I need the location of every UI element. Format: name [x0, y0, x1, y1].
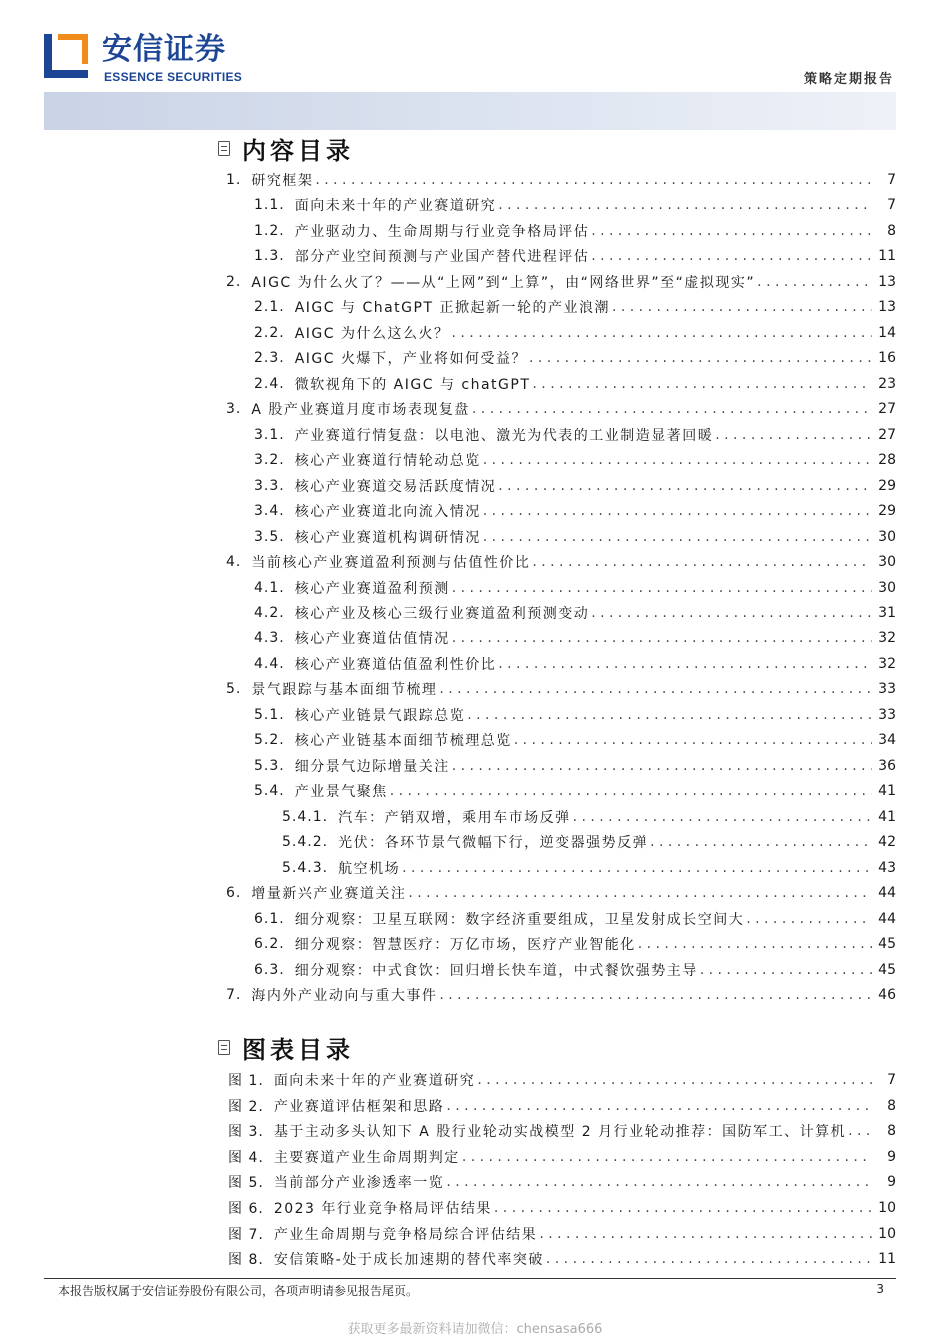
toc-entry[interactable]	[282, 806, 896, 828]
dot-leader	[390, 783, 872, 799]
toc-entry-number: 4.1.	[254, 579, 285, 596]
toc-entry-page: 8	[887, 222, 896, 239]
toc-entry-number: 5.1.	[254, 706, 285, 723]
toc-entry[interactable]	[282, 857, 896, 879]
figure-entry[interactable]	[228, 1146, 896, 1168]
toc-entry-title: 细分观察：智慧医疗：万亿市场，医疗产业智能化	[294, 937, 636, 954]
toc-entry-page: 23	[878, 375, 896, 392]
dot-leader	[472, 401, 872, 417]
figure-entry-number: 图 4.	[228, 1149, 264, 1166]
figure-entry-title: 基于主动多头认知下 A 股行业轮动实战模型 2 月行业轮动推荐：国防军工、计算机	[273, 1124, 847, 1141]
toc-entry-page: 14	[878, 324, 896, 341]
figure-entry[interactable]	[228, 1223, 896, 1245]
toc-entry-number: 3.1.	[254, 426, 285, 443]
toc-entry-title: 海内外产业动向与重大事件	[251, 988, 438, 1005]
toc-entry-title: 光伏：各环节景气微幅下行，逆变器强势反弹	[338, 835, 649, 852]
figures-heading	[218, 1032, 354, 1062]
dot-leader	[408, 885, 872, 901]
toc-entry-number: 7.	[226, 987, 242, 1004]
toc-entry-number: 2.1.	[254, 299, 285, 316]
toc-entry-title: 核心产业赛道北向流入情况	[294, 504, 481, 521]
toc-entry[interactable]	[226, 398, 896, 420]
figure-entry-title: 产业赛道评估框架和思路	[273, 1098, 445, 1115]
toc-entry-number: 4.2.	[254, 604, 285, 621]
toc-entry-number: 3.3.	[254, 477, 285, 494]
page-number: 3	[876, 1282, 884, 1296]
toc-entry-page: 16	[878, 350, 896, 367]
toc-entry-page: 41	[878, 808, 896, 825]
figure-entry-number: 图 8.	[228, 1252, 264, 1269]
toc-entry-page: 11	[878, 248, 896, 265]
toc-entry[interactable]	[254, 475, 896, 497]
toc-entry-title: 核心产业赛道估值情况	[294, 631, 450, 648]
toc-entry-title: AIGC 为什么这么火？	[294, 325, 450, 342]
toc-entry-title: 增量新兴产业赛道关注	[251, 886, 407, 903]
toc-entry-title: 核心产业赛道行情轮动总览	[294, 453, 481, 470]
toc-entry-title: AIGC 与 ChatGPT 正掀起新一轮的产业浪潮	[294, 300, 610, 317]
toc-entry-page: 44	[878, 910, 896, 927]
toc-entry[interactable]	[254, 500, 896, 522]
toc-entry-number: 4.3.	[254, 630, 285, 647]
toc-entry-page: 13	[878, 299, 896, 316]
figure-entry-page: 8	[887, 1123, 896, 1140]
dot-leader	[462, 1149, 872, 1165]
figure-entry-number: 图 3.	[228, 1124, 264, 1141]
figure-entry-title: 当前部分产业渗透率一览	[273, 1175, 445, 1192]
toc-entry[interactable]	[226, 169, 896, 191]
toc-entry-title: 产业驱动力、生命周期与行业竞争格局评估	[294, 223, 590, 240]
toc-entry[interactable]	[254, 780, 896, 802]
toc-entry[interactable]	[254, 245, 896, 267]
toc-entry-number: 4.	[226, 554, 242, 571]
toc-entry-number: 3.2.	[254, 452, 285, 469]
dot-leader	[591, 605, 872, 621]
toc-entry[interactable]	[254, 194, 896, 216]
toc-entry-number: 5.2.	[254, 732, 285, 749]
figure-entry-page: 8	[887, 1097, 896, 1114]
figure-entry-number: 图 7.	[228, 1226, 264, 1243]
dot-leader	[532, 554, 872, 570]
figure-entry-page: 9	[887, 1148, 896, 1165]
toc-entry[interactable]	[254, 933, 896, 955]
brand-name-en: ESSENCE SECURITIES	[104, 70, 243, 84]
toc-entry[interactable]	[254, 373, 896, 395]
dot-leader	[439, 987, 872, 1003]
figure-entry[interactable]	[228, 1069, 896, 1091]
toc-entry-page: 30	[878, 528, 896, 545]
toc-entry-page: 30	[878, 554, 896, 571]
toc-entry-page: 36	[878, 757, 896, 774]
toc-entry-number: 2.2.	[254, 324, 285, 341]
dot-leader	[467, 707, 872, 723]
dot-leader	[539, 1226, 872, 1242]
dot-leader	[439, 681, 872, 697]
toc-entry[interactable]	[254, 653, 896, 675]
toc-entry[interactable]	[226, 271, 896, 293]
dot-leader	[452, 580, 872, 596]
toc-entry-page: 27	[878, 401, 896, 418]
toc-entry-title: 核心产业赛道交易活跃度情况	[294, 478, 497, 495]
dot-leader	[452, 758, 872, 774]
toc-entry[interactable]	[226, 882, 896, 904]
toc-entry-page: 30	[878, 579, 896, 596]
toc-entry-page: 28	[878, 452, 896, 469]
header-band	[44, 92, 896, 130]
toc-entry-title: 细分景气边际增量关注	[294, 758, 450, 775]
toc-entry-page: 45	[878, 936, 896, 953]
toc-entry-title: 研究框架	[251, 173, 314, 189]
brand-logo	[40, 30, 243, 88]
dot-leader	[757, 274, 872, 290]
toc-entry[interactable]	[254, 602, 896, 624]
toc-entry[interactable]	[254, 959, 896, 981]
dot-leader	[483, 503, 872, 519]
dot-leader	[483, 452, 872, 468]
toc-entry[interactable]	[282, 831, 896, 853]
toc-entry-page: 33	[878, 706, 896, 723]
toc-entry-page: 7	[887, 197, 896, 214]
toc-entry-number: 1.	[226, 172, 242, 188]
toc-title: 内容目录	[242, 135, 354, 165]
document-icon	[218, 141, 230, 156]
toc-entry-page: 41	[878, 783, 896, 800]
brand-name-cn: 安信证券	[102, 32, 226, 67]
dot-leader	[746, 911, 872, 927]
toc-entry-title: 核心产业链景气跟踪总览	[294, 707, 466, 724]
dot-leader	[452, 630, 872, 646]
dot-leader	[700, 962, 872, 978]
figure-entry-title: 2023 年行业竞争格局评估结果	[273, 1201, 492, 1217]
dot-leader	[715, 427, 872, 443]
figure-entry-title: 产业生命周期与竞争格局综合评估结果	[273, 1226, 538, 1243]
toc-entry-title: 核心产业赛道估值盈利性价比	[294, 656, 497, 673]
dot-leader	[494, 1200, 872, 1216]
toc-entry-title: 当前核心产业赛道盈利预测与估值性价比	[251, 555, 531, 572]
toc-entry[interactable]	[254, 627, 896, 649]
toc-entry-number: 2.	[226, 273, 242, 290]
toc-entry-title: 部分产业空间预测与产业国产替代进程评估	[294, 249, 590, 266]
toc-entry-number: 1.2.	[254, 222, 285, 239]
figure-entry-page: 10	[878, 1200, 896, 1216]
footer-disclaimer: 本报告版权属于安信证券股份有限公司，各项声明请参见报告尾页。	[58, 1284, 419, 1298]
dot-leader	[498, 197, 872, 213]
toc-entry-title: 面向未来十年的产业赛道研究	[294, 198, 497, 215]
dot-leader	[477, 1072, 872, 1088]
toc-entry-page: 43	[878, 859, 896, 876]
figure-entry-page: 7	[887, 1072, 896, 1088]
toc-entry[interactable]	[254, 347, 896, 369]
toc-entry-page: 33	[878, 681, 896, 698]
toc-entry-number: 5.4.	[254, 783, 285, 800]
toc-entry-title: 细分观察：中式食饮：回归增长快车道，中式餐饮强势主导	[294, 962, 698, 979]
toc-entry-page: 32	[878, 630, 896, 647]
figure-entry-number: 图 1.	[228, 1073, 264, 1089]
dot-leader	[532, 376, 872, 392]
dot-leader	[573, 809, 872, 825]
figure-entry-number: 图 2.	[228, 1098, 264, 1115]
toc-entry[interactable]	[226, 551, 896, 573]
toc-entry-page: 32	[878, 655, 896, 672]
toc-entry-number: 5.4.1.	[282, 808, 329, 825]
toc-entry[interactable]	[254, 577, 896, 599]
toc-entry-title: 微软视角下的 AIGC 与 chatGPT	[294, 376, 531, 393]
dot-leader	[498, 656, 872, 672]
toc-entry[interactable]	[254, 729, 896, 751]
toc-entry-number: 3.4.	[254, 503, 285, 520]
toc-entry-title: 核心产业赛道盈利预测	[294, 580, 450, 597]
toc-entry-page: 29	[878, 477, 896, 494]
toc-entry-number: 1.3.	[254, 248, 285, 265]
toc-entry-number: 6.1.	[254, 910, 285, 927]
toc-entry-number: 3.5.	[254, 528, 285, 545]
toc-entry[interactable]	[254, 424, 896, 446]
toc-entry[interactable]	[254, 220, 896, 242]
dot-leader	[514, 732, 872, 748]
brand-logo-mark-icon	[44, 34, 88, 78]
toc-entry-number: 5.4.3.	[282, 859, 329, 876]
figure-entry-title: 面向未来十年的产业赛道研究	[273, 1073, 476, 1089]
figure-entry[interactable]	[228, 1120, 896, 1142]
toc-entry[interactable]	[254, 296, 896, 318]
toc-entry-number: 6.3.	[254, 961, 285, 978]
dot-leader	[591, 248, 872, 264]
toc-entry-title: 产业赛道行情复盘：以电池、激光为代表的工业制造显著回暖	[294, 427, 714, 444]
figure-entry-page: 9	[887, 1174, 896, 1191]
dot-leader	[546, 1251, 872, 1267]
figure-entry-number: 图 5.	[228, 1175, 264, 1192]
figure-entry-page: 11	[878, 1251, 896, 1268]
dot-leader	[452, 325, 873, 341]
toc-entry-title: A 股产业赛道月度市场表现复盘	[251, 402, 470, 419]
figure-entry-title: 主要赛道产业生命周期判定	[273, 1149, 460, 1166]
dot-leader	[529, 350, 872, 366]
toc-entry-title: 汽车：产销双增，乘用车市场反弹	[338, 809, 571, 826]
dot-leader	[483, 529, 872, 545]
toc-entry-title: 景气跟踪与基本面细节梳理	[251, 682, 438, 699]
dot-leader	[446, 1098, 872, 1114]
toc-entry-title: 航空机场	[338, 860, 401, 877]
toc-heading	[218, 133, 354, 163]
toc-entry-page: 44	[878, 885, 896, 902]
toc-entry-page: 34	[878, 732, 896, 749]
toc-entry[interactable]	[254, 526, 896, 548]
dot-leader	[848, 1123, 872, 1139]
toc-entry[interactable]	[254, 704, 896, 726]
toc-entry[interactable]	[254, 322, 896, 344]
dot-leader	[612, 299, 872, 315]
toc-entry-title: AIGC 为什么火了？——从“上网”到“上算”，由“网络世界”至“虚拟现实”	[251, 274, 756, 291]
dot-leader	[638, 936, 872, 952]
toc-entry-title: 核心产业赛道机构调研情况	[294, 529, 481, 546]
figure-entry-title: 安信策略-处于成长加速期的替代率突破	[273, 1252, 544, 1269]
toc-entry-title: AIGC 火爆下，产业将如何受益？	[294, 351, 527, 368]
figures-title: 图表目录	[242, 1034, 354, 1064]
toc-entry[interactable]	[254, 755, 896, 777]
toc-entry[interactable]	[254, 908, 896, 930]
figure-entry-number: 图 6.	[228, 1201, 264, 1217]
toc-entry[interactable]	[254, 449, 896, 471]
toc-entry[interactable]	[226, 678, 896, 700]
toc-entry-number: 1.1.	[254, 197, 285, 214]
dot-leader	[591, 223, 872, 239]
toc-entry-number: 3.	[226, 401, 242, 418]
toc-entry-page: 29	[878, 503, 896, 520]
toc-entry-page: 13	[878, 273, 896, 290]
dot-leader	[498, 478, 872, 494]
dot-leader	[446, 1174, 872, 1190]
toc-entry-page: 45	[878, 961, 896, 978]
toc-entry-title: 核心产业及核心三级行业赛道盈利预测变动	[294, 605, 590, 622]
toc-entry-title: 产业景气聚焦	[294, 784, 388, 801]
toc-entry-number: 2.4.	[254, 375, 285, 392]
toc-entry-number: 5.	[226, 681, 242, 698]
toc-entry-page: 27	[878, 426, 896, 443]
toc-entry[interactable]	[226, 984, 896, 1006]
toc-entry-number: 5.4.2.	[282, 834, 329, 851]
toc-entry-title: 细分观察：卫星互联网：数字经济重要组成，卫星发射成长空间大	[294, 911, 745, 928]
figure-entry[interactable]	[228, 1171, 896, 1193]
watermark: 获取更多最新资料请加微信：chensasa666	[347, 1322, 603, 1337]
dot-leader	[650, 834, 872, 850]
figure-entry[interactable]	[228, 1248, 896, 1270]
toc-entry-number: 6.	[226, 885, 242, 902]
figure-entry[interactable]	[228, 1197, 896, 1219]
figure-entry[interactable]	[228, 1095, 896, 1117]
toc-entry-page: 46	[878, 987, 896, 1004]
dot-leader	[315, 172, 872, 188]
toc-entry-number: 2.3.	[254, 350, 285, 367]
footer-divider	[44, 1278, 896, 1279]
toc-entry-page: 42	[878, 834, 896, 851]
dot-leader	[402, 860, 872, 876]
toc-entry-number: 6.2.	[254, 936, 285, 953]
figure-entry-page: 10	[878, 1225, 896, 1242]
toc-entry-page: 31	[878, 604, 896, 621]
document-icon	[218, 1040, 230, 1055]
toc-entry-number: 4.4.	[254, 655, 285, 672]
toc-entry-number: 5.3.	[254, 757, 285, 774]
toc-entry-title: 核心产业链基本面细节梳理总览	[294, 733, 512, 750]
report-type-label: 策略定期报告	[803, 72, 894, 87]
toc-entry-page: 7	[887, 172, 896, 188]
